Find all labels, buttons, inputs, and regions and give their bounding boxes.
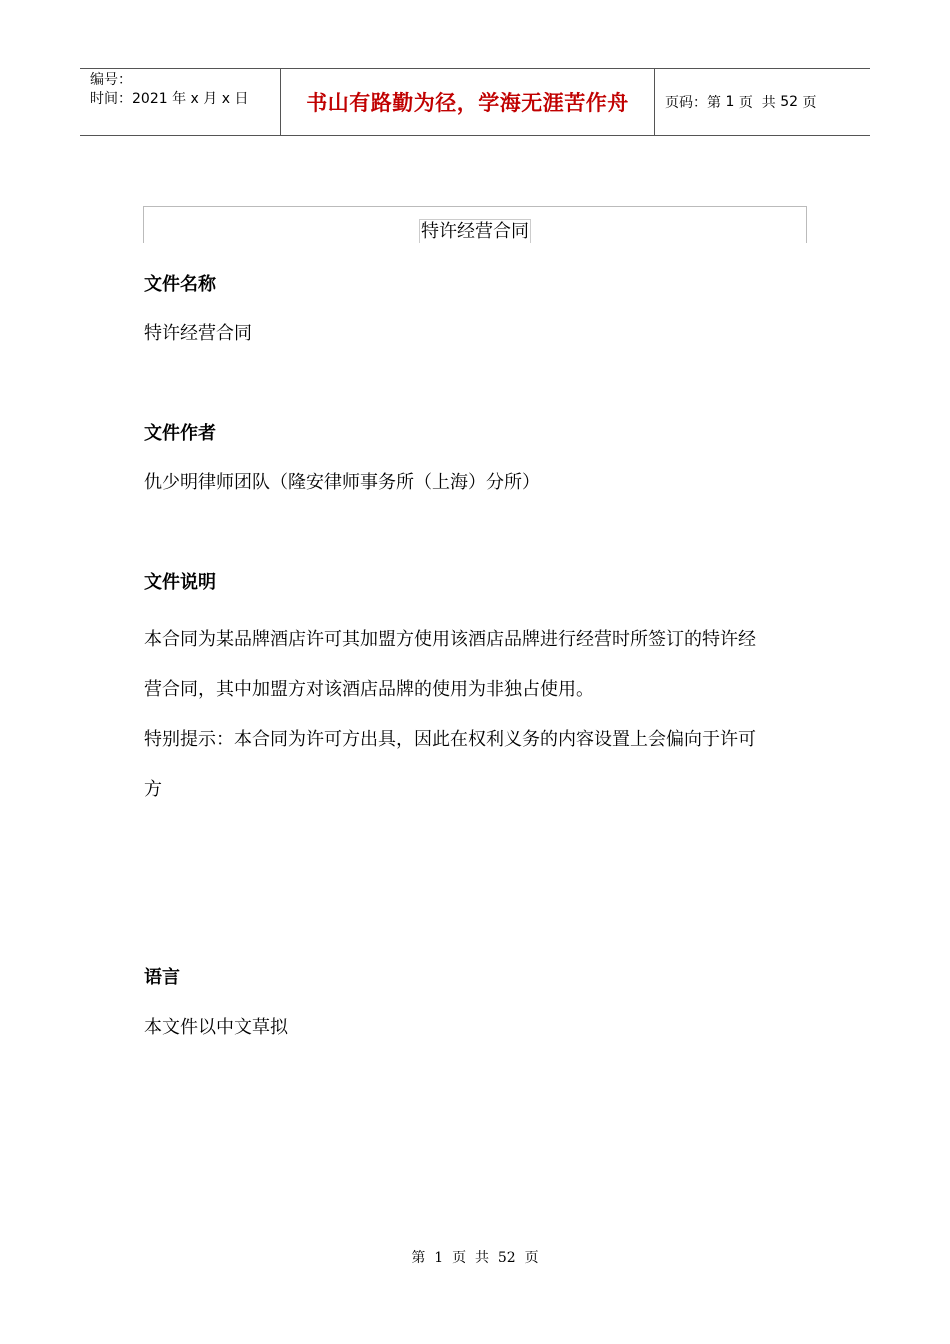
- page-prefix: 页码：第: [665, 95, 726, 111]
- footer-prefix: 第: [411, 1250, 435, 1266]
- description-line: 营合同，其中加盟方对该酒店品牌的使用为非独占使用。: [144, 679, 594, 700]
- title-box: [143, 206, 807, 243]
- author-heading: 文件作者: [144, 423, 216, 444]
- document-time-label: 时间：2021 年 x 月 x 日: [90, 91, 249, 107]
- footer-mid: 页 共: [443, 1250, 498, 1266]
- header-motto: 书山有路勤为径，学海无涯苦作舟: [306, 91, 629, 115]
- page-total: 52: [780, 94, 799, 110]
- footer-total-pages: 52: [497, 1250, 516, 1266]
- header-meta-cell: [80, 69, 281, 135]
- page-mid: 页 共: [734, 95, 781, 111]
- language-value: 本文件以中文草拟: [144, 1017, 288, 1038]
- page-header: [80, 68, 870, 136]
- special-note-line: 特别提示：本合同为许可方出具，因此在权利义务的内容设置上会偏向于许可: [144, 729, 756, 750]
- language-heading: 语言: [144, 967, 180, 988]
- page-suffix: 页: [798, 95, 817, 111]
- page-current: 1: [725, 94, 735, 110]
- header-page-info: [655, 69, 870, 135]
- header-motto-cell: [281, 69, 655, 135]
- footer-current-page: 1: [434, 1250, 444, 1266]
- description-heading: 文件说明: [144, 572, 216, 593]
- document-number-label: 编号：: [90, 72, 132, 88]
- file-name-heading: 文件名称: [144, 274, 216, 295]
- special-note-line: 方: [144, 779, 162, 800]
- author-value: 仇少明律师团队（隆安律师事务所（上海）分所）: [144, 472, 540, 493]
- description-line: 本合同为某品牌酒店许可其加盟方使用该酒店品牌进行经营时所签订的特许经: [144, 629, 756, 650]
- document-title: 特许经营合同: [421, 221, 529, 242]
- file-name-value: 特许经营合同: [144, 323, 252, 344]
- footer-suffix: 页: [515, 1250, 539, 1266]
- page-footer: [0, 1247, 950, 1267]
- description-body: [144, 615, 804, 815]
